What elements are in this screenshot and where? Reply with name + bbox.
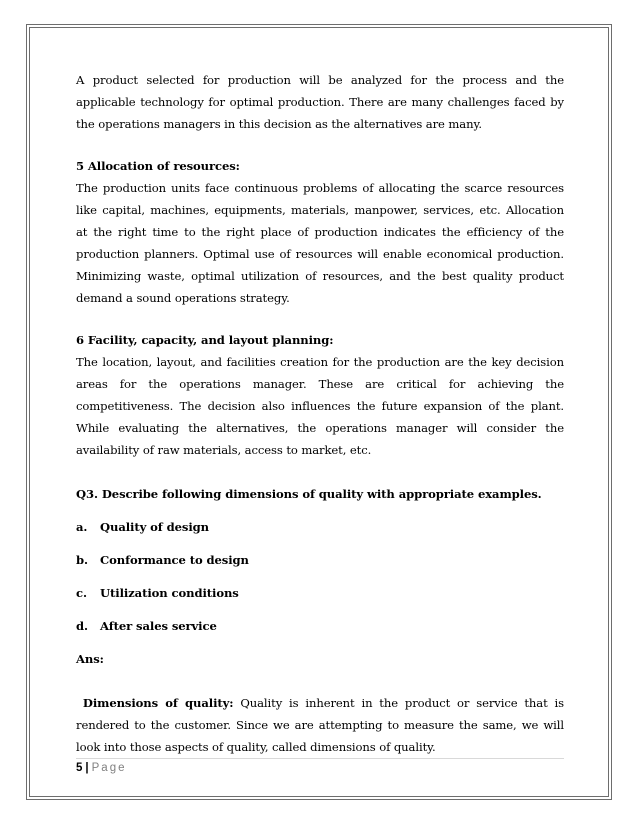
answer-label: Ans: [76,652,104,666]
answer-body: Quality is inherent in the product or service that is rendered to the customer. Since we are attempting to measure the same, we will look into those aspects of quality, called dimensions of quality. [76,696,565,754]
question-item-letter: c. [76,586,87,600]
question-item-text: Quality of design [100,520,209,534]
page-label: Page [91,762,127,774]
question-item-b [76,549,564,582]
footer-divider [76,758,564,759]
footer-separator: | [85,762,89,774]
intro-paragraph: A product selected for production will be analyzed for the process and the applicable technology for optimal production. There are many challenges faced by the operations managers in this decision as the alternatives are many. [76,73,564,131]
question-item-letter: b. [76,553,88,567]
question-item-d [76,615,564,648]
question-title: Q3. Describe following dimensions of quality with appropriate examples. [76,487,542,501]
document-body [76,69,564,758]
question-item-letter: a. [76,520,88,534]
section-heading-allocation: 5 Allocation of resources: [76,159,240,173]
section-heading-facility: 6 Facility, capacity, and layout planning: [76,333,334,347]
question-item-text: Conformance to design [100,553,249,567]
page-footer [76,760,126,776]
question-item-text: After sales service [100,619,217,633]
question-item-letter: d. [76,619,88,633]
answer-lead: Dimensions of quality: [82,696,234,710]
section-body-allocation: The production units face continuous problems of allocating the scarce resources like capital, machines, equipments, materials, manpower, services, etc. Allocation at the right time to the right place of production indicates the efficiency of the production planners. Optimal use of resources will enable economical production. Minimizing waste, optimal utilization of resources, and the best quality product demand a sound operations strategy. [76,181,564,305]
question-item-text: Utilization conditions [100,586,239,600]
question-item-a [76,516,564,549]
question-item-c [76,582,564,615]
answer-paragraph [76,692,564,758]
section-body-facility: The location, layout, and facilities creation for the production are the key decision areas for the operations manager. These are critical for achieving the competitiveness. The decision also influences the future expansion of the plant. While evaluating the alternatives, the operations manager will consider the availability of raw materials, access to market, etc. [76,355,564,457]
page-number: 5 [76,762,83,774]
